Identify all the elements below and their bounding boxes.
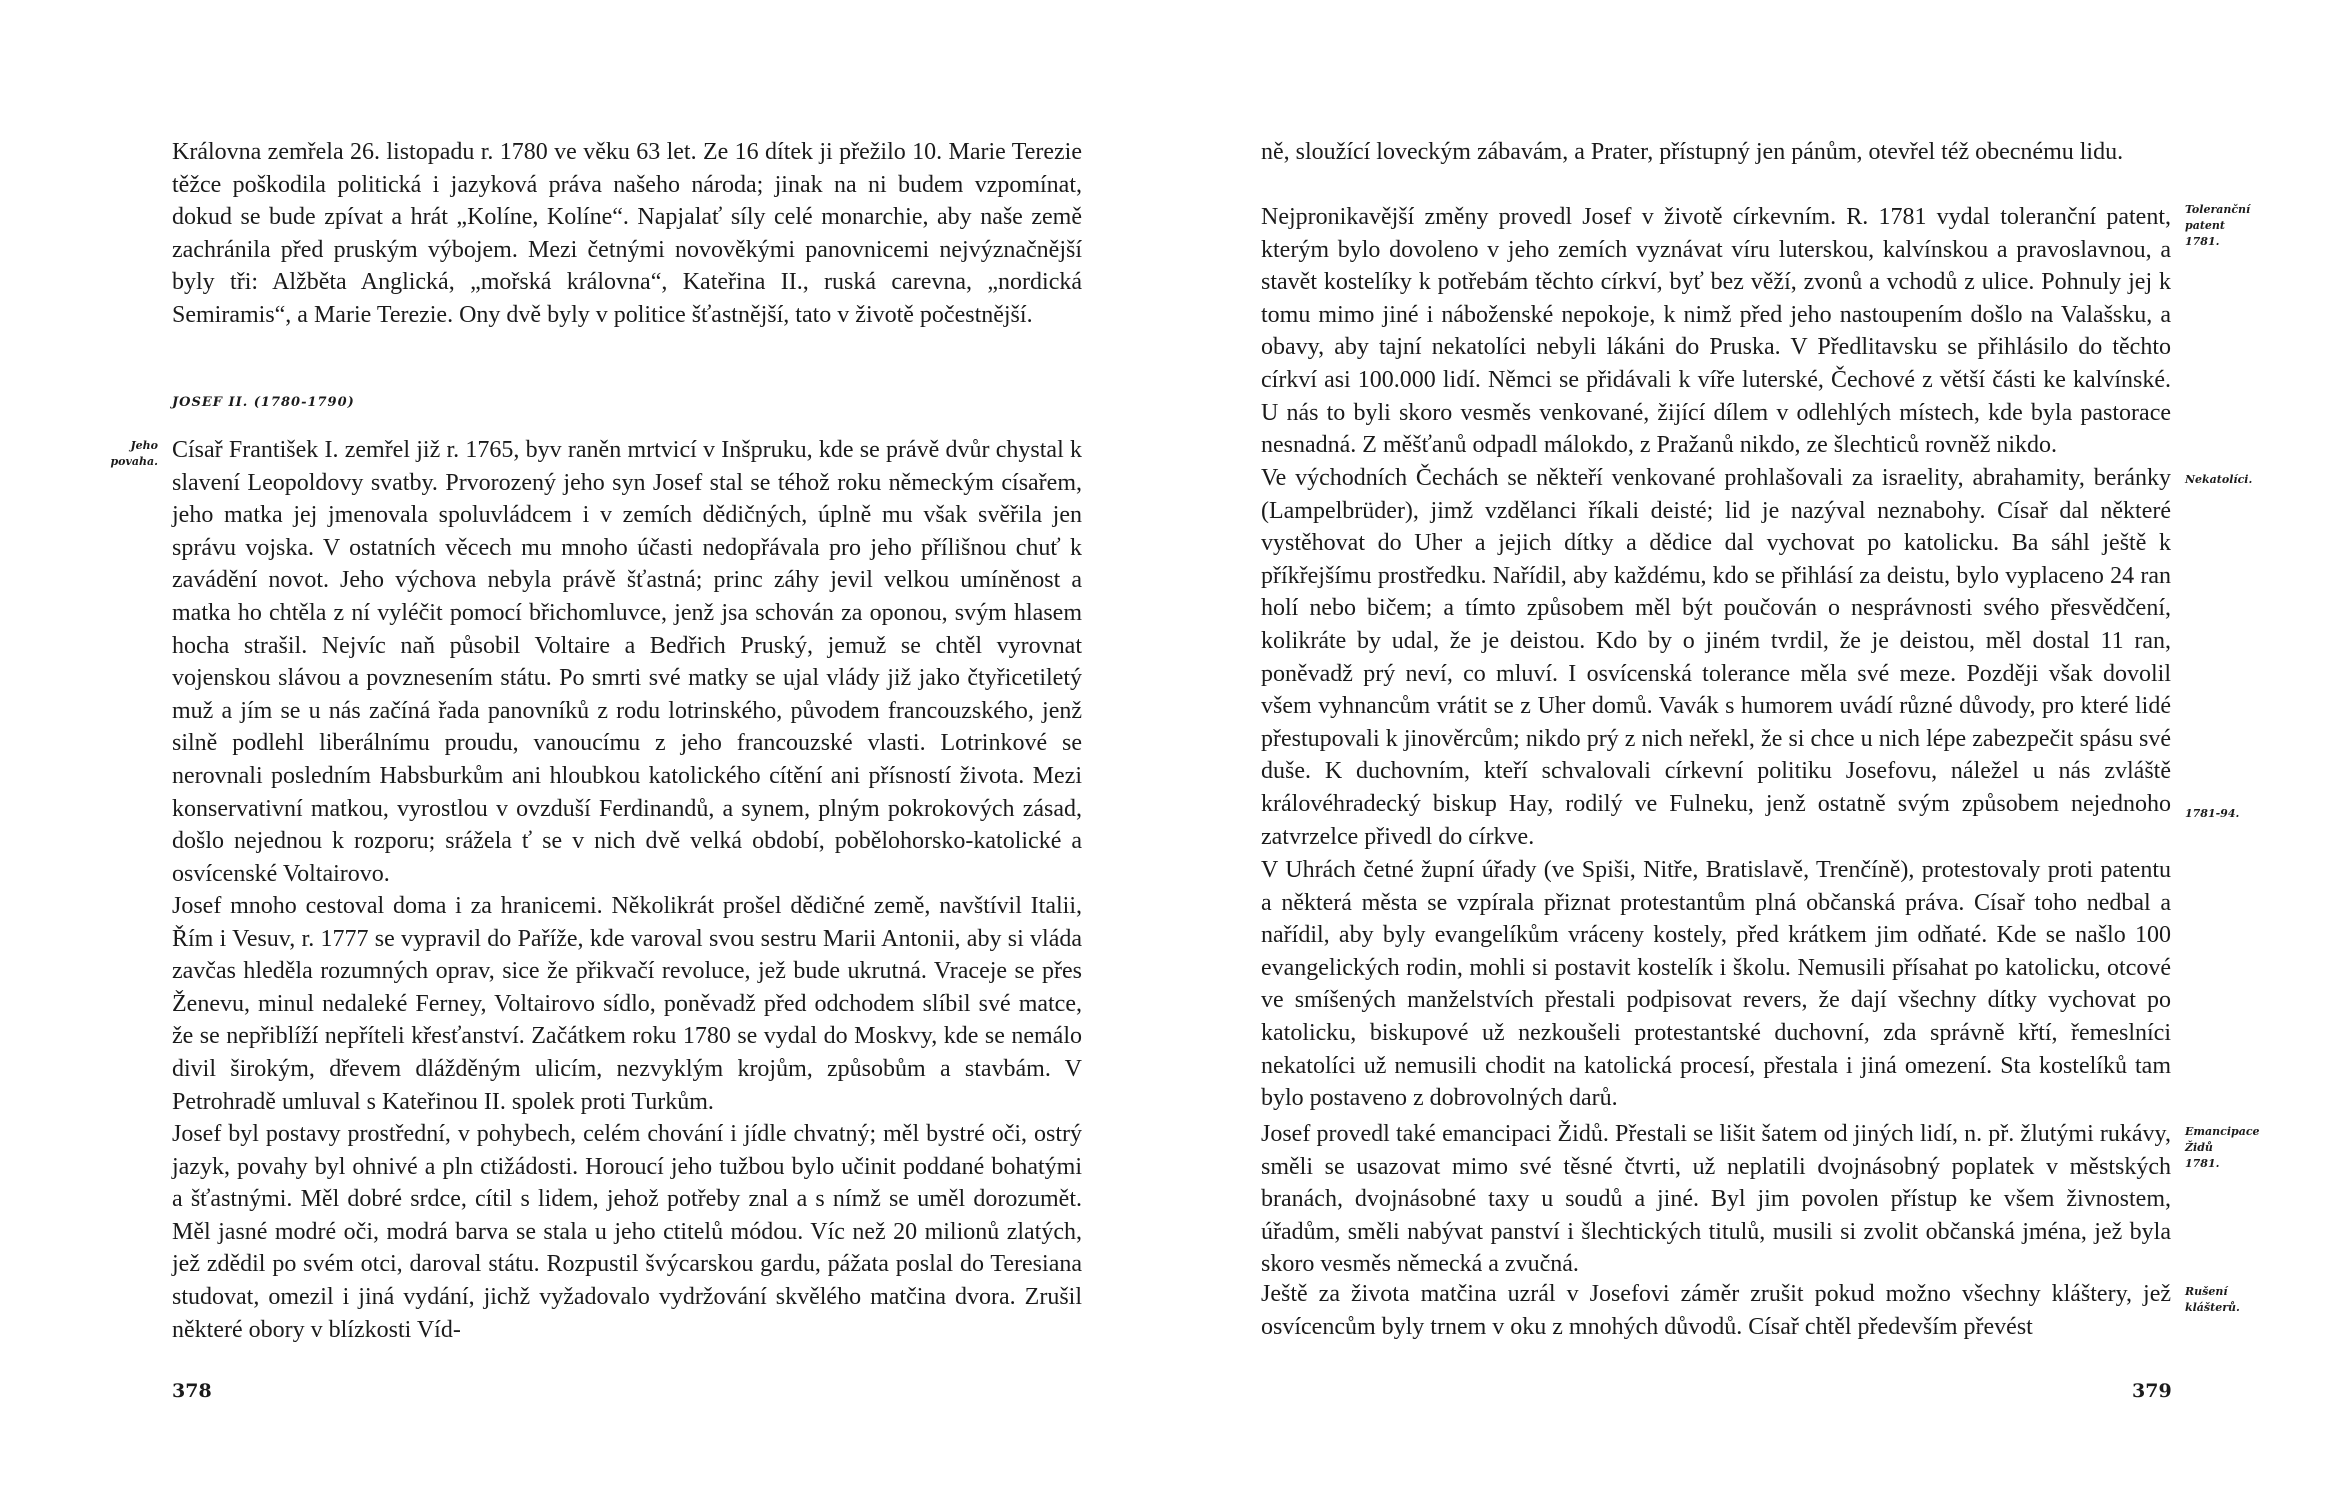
left-paragraph-3: Josef byl postavy prostřední, v pohybech, celém chování i jídle chvatný; měl bystré oči, ostrý jazyk, povahy byl ohnivé a pln ctižádosti. Horoucí jeho tužbou bylo učinit poddané bohatými a šťastnými. Měl dobré srdce, cítil s lidem, jehož potřeby znal a s nímž se uměl dorozumět. Měl jasné modré oči, modrá barva se stala u jeho ctitelů módou. Víc než 20 milionů zlatých, jež zdědil po svém otci, daroval státu. Rozpustil švýcarskou gardu, pážata poslal do Teresiana studovat, omezil i jiná vydání, jichž vyžadovalo vydržování skvělého matčina dvora. Zrušil některé obory v blízkosti Víd- xyxy=(172,1121,1082,1343)
margin-note-nekatolici: Nekatolíci. xyxy=(2185,473,2253,486)
left-paragraph-1: Císař František I. zemřel již r. 1765, byv raněn mrtvicí v Inšpruku, kde se právě dvůr chystal k slavení Leopoldovy svatby. Prvorozený jeho syn Josef stal se téhož roku německým císařem, jeho matka jej jmenovala spoluvládcem i v zemích dědičných, úplně mu však svěřila jen správu vojska. V ostatních věcech mu mnoho účasti nedopřávala pro jeho přílišnou chuť k zavádění novot. Jeho výchova nebyla právě šťastná; princ záhy jevil velkou umíněnost a matka ho chtěla z ní vyléčit pomocí břichomluvce, jenž jsa schován za oponou, svým hlasem hocha strašil. Nejvíc naň působil Voltaire a Bedřich Pruský, jemuž se chtěl vyrovnat vojenskou slávou a povznesením státu. Po smrti své matky se ujal vlády již jako čtyřicetiletý muž a jím se u nás začíná řada panovníků z rodu lotrinského, původem francouzského, jenž silně podlehl liberálnímu proudu, vanoucímu z jeho francouzské vlasti. Lotrinkové se nerovnali posledním Habsburkům ani hloubkou katolického cítění ani přísností života. Mezi konservativní matkou, vyrostlou v ovzduší Ferdinandů, a synem, plným pokrokových zásad, došlo nejednou k rozporu; srážela ť se v nich dvě velká období, pobělohorsko-katolické a osvícenské Voltairovo. xyxy=(172,437,1082,887)
margin-note-ruseni-klasteru: Rušení klášterů. xyxy=(2185,1285,2240,1314)
page-number-right: 379 xyxy=(2132,1380,2172,1402)
section-heading: JOSEF II. (1780-1790) xyxy=(172,395,355,410)
right-paragraph-3: Ve východních Čechách se někteří venkované prohlašovali za israelity, abrahamity, beránky (Lampelbrüder), jimž vzdělanci říkali deisté; lid je nazýval neznabohy. Císař dal některé vystěhovat do Uher a jejich dítky a dědice dal vychovat po katolicku. Ba sáhl ještě k příkřejšímu prostředku. Nařídil, aby každému, kdo se přihlásí za deistu, bylo vyplaceno 24 ran holí nebo bičem; a tímto způsobem měl být poučován o nesprávnosti svého přesvědčení, kolikráte by udal, že je deistou. Kdo by o jiném tvrdil, že je deistou, měl dostal 11 ran, poněvadž prý neví, co mluví. I osvícenská tolerance měla své meze. Později však dovolil všem vyhnancům vrátit se z Uher domů. Vavák s humorem uvádí různé důvody, pro které lidé přestupovali k jinověrcům; nikdo prý z nich neřekl, že si chce u nich lépe zabezpečit spásu své duše. K duchovním, kteří schvalovali církevní politiku Josefovu, náležel u nás zvláště královéhradecký biskup Hay, rodilý ve Fulneku, jenž ostatně svým způsobem nejednoho zatvrzelce přivedl do církve. xyxy=(1261,465,2171,850)
right-paragraph-5: Josef provedl také emancipaci Židů. Přestali se lišit šatem od jiných lidí, n. př. žlutými rukávy, směli se usazovat mimo své těsné čtvrti, už neplatili dvojnásobný poplatek v městských branách, dvojnásobné taxy u soudů a jiné. Byl jim povolen přístup ke všem živnostem, úřadům, směli nabývat panství i šlechtických titulů, musili si zvolit občanská jména, jež byla skoro vesměs německá a zvučná. xyxy=(1261,1121,2171,1278)
margin-note-jeho-povaha: Jeho povaha. xyxy=(110,439,158,468)
margin-note-tolerancni-patent: Toleranční patent 1781. xyxy=(2185,203,2251,248)
left-paragraph-2: Josef mnoho cestoval doma i za hranicemi. Několikrát prošel dědičné země, navštívil Italii, Řím i Vesuv, r. 1777 se vypravil do Paříže, kde varoval svou sestru Marii Antonii, aby si vláda zavčas hleděla rozumných oprav, sice že přikvačí revoluce, jež bude ukrutná. Vraceje se přes Ženevu, minul nedaleké Ferney, Voltairovo sídlo, poněvadž před odchodem slíbil své matce, že se nepřiblíží nepříteli křesťanství. Začátkem roku 1780 se vydal do Moskvy, kde se nemálo divil širokým, dřevem dlážděným ulicím, nezvyklým krojům, způsobům a stavbám. V Petrohradě umluval s Kateřinou II. spolek proti Turkům. xyxy=(172,893,1082,1115)
right-paragraph-6: Ještě za života matčina uzrál v Josefovi záměr zrušit pokud možno všechny kláštery, jež osvícencům byly trnem v oku z mnohých důvodů. Císař chtěl především převést xyxy=(1261,1281,2171,1340)
margin-note-1781-94: 1781-94. xyxy=(2185,807,2240,820)
right-paragraph-1: ně, sloužící loveckým zábavám, a Prater, přístupný jen pánům, otevřel též obecnému lidu. xyxy=(1261,139,2124,165)
page-number-left: 378 xyxy=(172,1380,212,1402)
margin-note-emancipace-zidu: Emancipace Židů 1781. xyxy=(2185,1125,2260,1170)
right-page xyxy=(1163,0,2326,1500)
right-paragraph-2: Nejpronikavější změny provedl Josef v životě církevním. R. 1781 vydal toleranční patent, kterým bylo dovoleno v jeho zemích vyznávat víru luterskou, kalvínskou a pravoslavnou, a stavět kostelíky k potřebám těchto církví, byť bez věží, zvonů a vchodů z ulice. Pohnuly jej k tomu mimo jiné i náboženské nepokoje, k nimž před jeho nastoupením došlo na Valašsku, a obavy, aby tajní nekatolíci nebyli lákáni do Pruska. V Předlitavsku se přihlásilo do těchto církví asi 100.000 lidí. Němci se přidávali k víře luterské, Čechové z větší části ke kalvínské. U nás to byli skoro vesměs venkované, žijící dílem v odlehlých místech, kde byla pastorace nesnadná. Z měšťanů odpadl málokdo, z Pražanů nikdo, ze šlechticů rovněž nikdo. xyxy=(1261,204,2171,459)
right-paragraph-4: V Uhrách četné župní úřady (ve Spiši, Nitře, Bratislavě, Trenčíně), protestovaly proti patentu a některá města se vzpírala přiznat protestantům plná občanská práva. Císař toho nedbal a nařídil, aby byly evangelíkům vráceny kostely, před krátkem jim odňaté. Kde se našlo 100 evangelických rodin, mohli si postavit kostelík i školu. Nemusili přísahat po katolicku, otcové ve smíšených manželstvích přestali podpisovat revers, že dají všechny dítky vychovat po katolicku, biskupové už nezkoušeli protestantské duchovní, zda správně křtí, řemeslníci nekatolíci už nemusili chodit na katolická procesí, přestala i jiná omezení. Sta kostelíků tam bylo postaveno z dobrovolných darů. xyxy=(1261,857,2171,1112)
intro-paragraph: Královna zemřela 26. listopadu r. 1780 ve věku 63 let. Ze 16 dítek ji přežilo 10. Marie Terezie těžce poškodila politická i jazyková práva našeho národa; jinak na ni budem vzpomínat, dokud se bude zpívat a hrát „Kolíne, Kolíne“. Napjalať síly celé monarchie, aby naše země zachránila před pruským výbojem. Mezi četnými novověkými panovnicemi nejvýznačnější byly tři: Alžběta Anglická, „mořská královna“, Kateřina II., ruská carevna, „nordická Semiramis“, a Marie Terezie. Ony dvě byly v politice šťastnější, tato v životě počestnější. xyxy=(172,139,1082,328)
